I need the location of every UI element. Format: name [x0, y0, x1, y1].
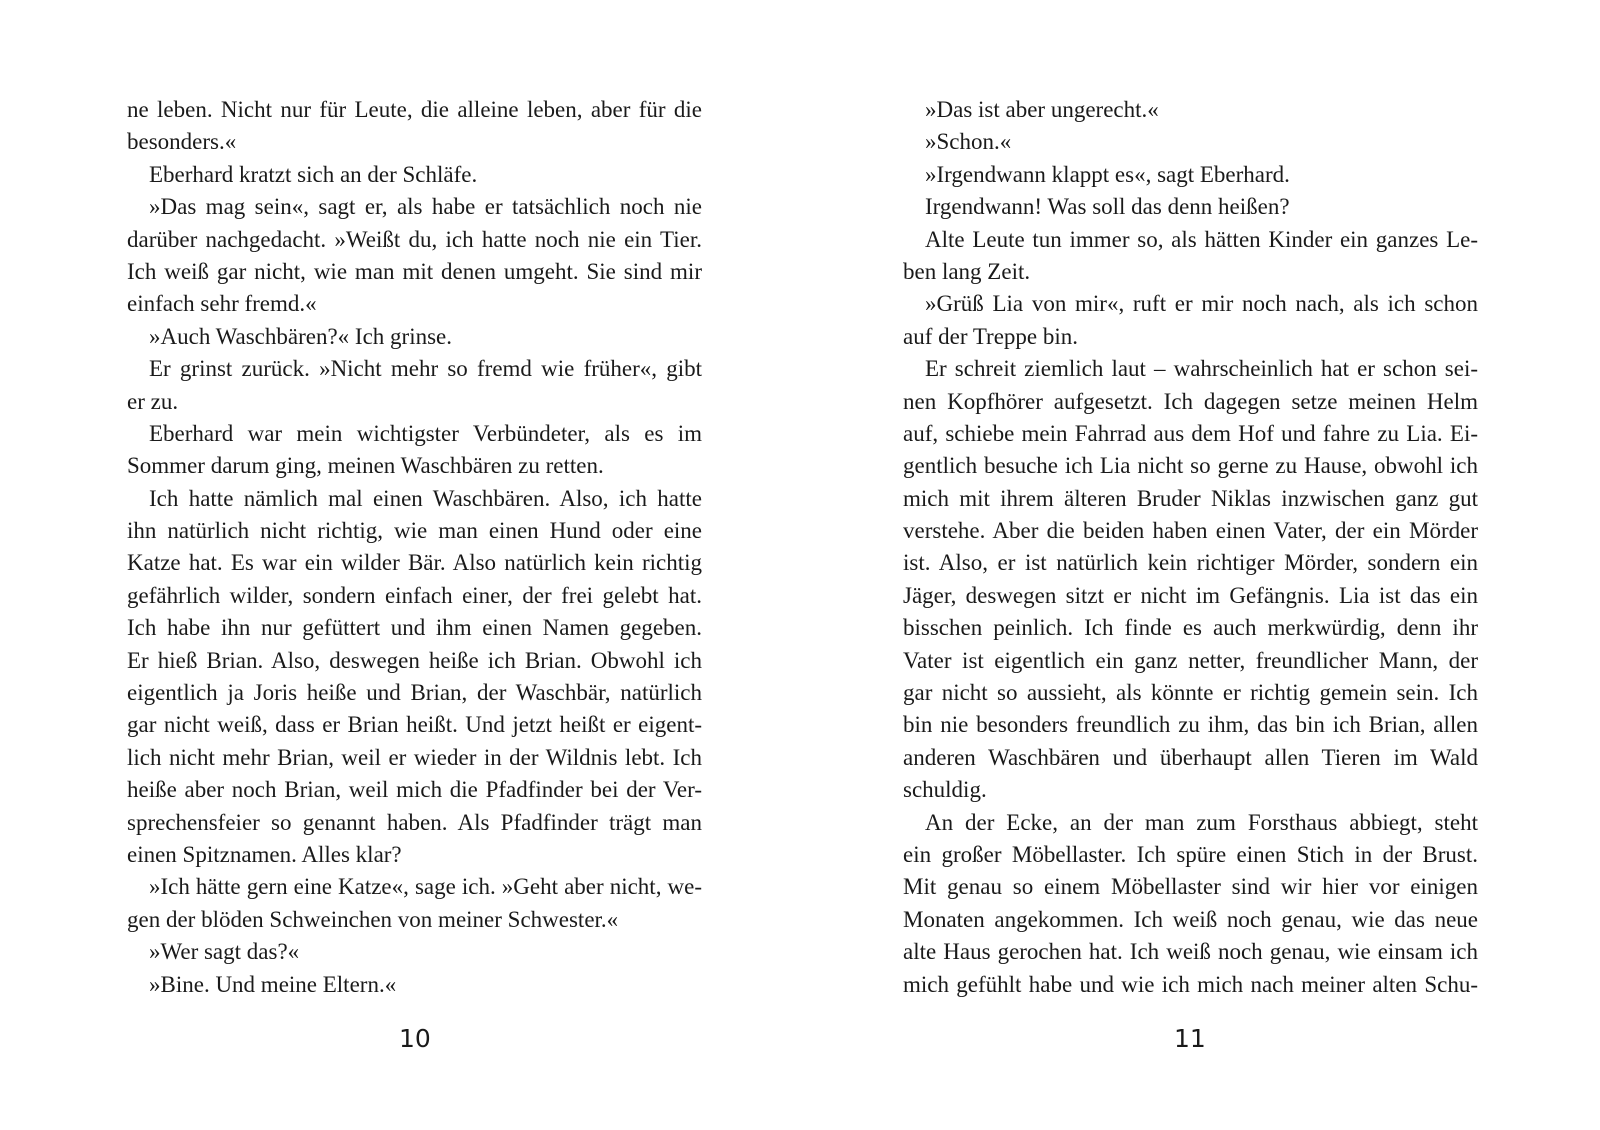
text-line: gar nicht so aussieht, als könnte er richtig gemein sein. Ich [903, 680, 1478, 706]
text-line: alte Haus gerochen hat. Ich weiß noch genau, wie einsam ich [903, 939, 1478, 965]
text-line: bisschen peinlich. Ich finde es auch merkwürdig, denn ihr [903, 615, 1478, 641]
text-line: einfach sehr fremd.« [127, 291, 317, 317]
text-line: gen der blöden Schweinchen von meiner Schwester.« [127, 906, 619, 932]
text-line: lich nicht mehr Brian, weil er wieder in der Wildnis lebt. Ich [127, 744, 702, 770]
text-line: Eberhard war mein wichtigster Verbündeter, als es im [149, 420, 702, 446]
text-line: Eberhard kratzt sich an der Schläfe. [149, 161, 478, 187]
text-line: »Irgendwann klappt es«, sagt Eberhard. [925, 161, 1290, 187]
text-line: »Das ist aber ungerecht.« [925, 97, 1159, 122]
text-line: besonders.« [127, 129, 237, 155]
text-line: Ich habe ihn nur gefüttert und ihm einen Namen gegeben. [127, 615, 702, 641]
right-page-text [903, 94, 1478, 1001]
text-line: sprechensfeier so genannt haben. Als Pfadfinder trägt man [127, 809, 702, 835]
text-line: ben lang Zeit. [903, 258, 1031, 284]
text-line: eigentlich ja Joris heiße und Brian, der Waschbär, natürlich [127, 680, 702, 706]
text-line: ein großer Möbellaster. Ich spüre einen Stich in der Brust. [903, 841, 1478, 867]
text-line: Vater ist eigentlich ein ganz netter, freundlicher Mann, der [903, 647, 1478, 673]
text-line: Alte Leute tun immer so, als hätten Kinder ein ganzes Le- [925, 226, 1478, 252]
text-line: auf der Treppe bin. [903, 323, 1079, 349]
text-line: »Bine. Und meine Eltern.« [149, 971, 397, 997]
text-line: Er schreit ziemlich laut – wahrscheinlich hat er schon sei- [925, 356, 1478, 382]
text-line: Ich weiß gar nicht, wie man mit denen umgeht. Sie sind mir [127, 258, 702, 284]
text-line: mich mit ihrem älteren Bruder Niklas inzwischen ganz gut [903, 485, 1478, 511]
text-line: ne leben. Nicht nur für Leute, die alleine leben, aber für die [127, 97, 702, 122]
text-line: darüber nachgedacht. »Weißt du, ich hatte noch nie ein Tier. [127, 226, 702, 252]
text-line: mich gefühlt habe und wie ich mich nach meiner alten Schu- [903, 971, 1478, 997]
text-line: gar nicht weiß, dass er Brian heißt. Und jetzt heißt er eigent- [127, 712, 702, 738]
text-line: bin nie besonders freundlich zu ihm, das bin ich Brian, allen [903, 712, 1478, 738]
text-line: Irgendwann! Was soll das denn heißen? [925, 194, 1290, 220]
text-line: »Ich hätte gern eine Katze«, sage ich. »Geht aber nicht, we- [149, 874, 702, 900]
left-page-text [127, 94, 702, 1001]
text-line: schuldig. [903, 777, 987, 803]
text-line: ist. Also, er ist natürlich kein richtiger Mörder, sondern ein [903, 550, 1478, 576]
text-line: »Wer sagt das?« [149, 939, 300, 965]
text-line: gentlich besuche ich Lia nicht so gerne zu Hause, obwohl ich [903, 453, 1478, 479]
text-line: er zu. [127, 388, 179, 414]
text-line: Katze hat. Es war ein wilder Bär. Also natürlich kein richtig [127, 550, 702, 576]
text-line: nen Kopfhörer aufgesetzt. Ich dagegen setze meinen Helm [903, 388, 1478, 414]
text-line: »Das mag sein«, sagt er, als habe er tatsächlich noch nie [149, 194, 702, 220]
text-line: einen Spitznamen. Alles klar? [127, 841, 402, 867]
page-number-right: 11 [1174, 1024, 1206, 1053]
text-line: Mit genau so einem Möbellaster sind wir hier vor einigen [903, 874, 1478, 900]
text-line: anderen Waschbären und überhaupt allen Tieren im Wald [903, 744, 1478, 770]
text-line: gefährlich wilder, sondern einfach einer, der frei gelebt hat. [127, 582, 702, 608]
text-line: ihn natürlich nicht richtig, wie man einen Hund oder eine [127, 518, 702, 544]
text-line: verstehe. Aber die beiden haben einen Vater, der ein Mörder [903, 518, 1478, 544]
text-line: »Auch Waschbären?« Ich grinse. [149, 323, 452, 349]
text-line: Jäger, deswegen sitzt er nicht im Gefängnis. Lia ist das ein [903, 582, 1478, 608]
text-line: Monaten angekommen. Ich weiß noch genau, wie das neue [903, 906, 1478, 932]
text-line: Ich hatte nämlich mal einen Waschbären. Also, ich hatte [149, 485, 702, 511]
text-line: Er grinst zurück. »Nicht mehr so fremd wie früher«, gibt [149, 356, 702, 382]
text-line: »Schon.« [925, 129, 1012, 155]
text-line: Er hieß Brian. Also, deswegen heiße ich Brian. Obwohl ich [127, 647, 702, 673]
text-line: An der Ecke, an der man zum Forsthaus abbiegt, steht [925, 809, 1478, 835]
text-line: auf, schiebe mein Fahrrad aus dem Hof und fahre zu Lia. Ei- [903, 420, 1478, 446]
text-line: heiße aber noch Brian, weil mich die Pfadfinder bei der Ver- [127, 777, 702, 803]
text-line: »Grüß Lia von mir«, ruft er mir noch nach, als ich schon [925, 291, 1478, 317]
page-number-left: 10 [399, 1024, 431, 1053]
text-line: Sommer darum ging, meinen Waschbären zu retten. [127, 453, 604, 479]
